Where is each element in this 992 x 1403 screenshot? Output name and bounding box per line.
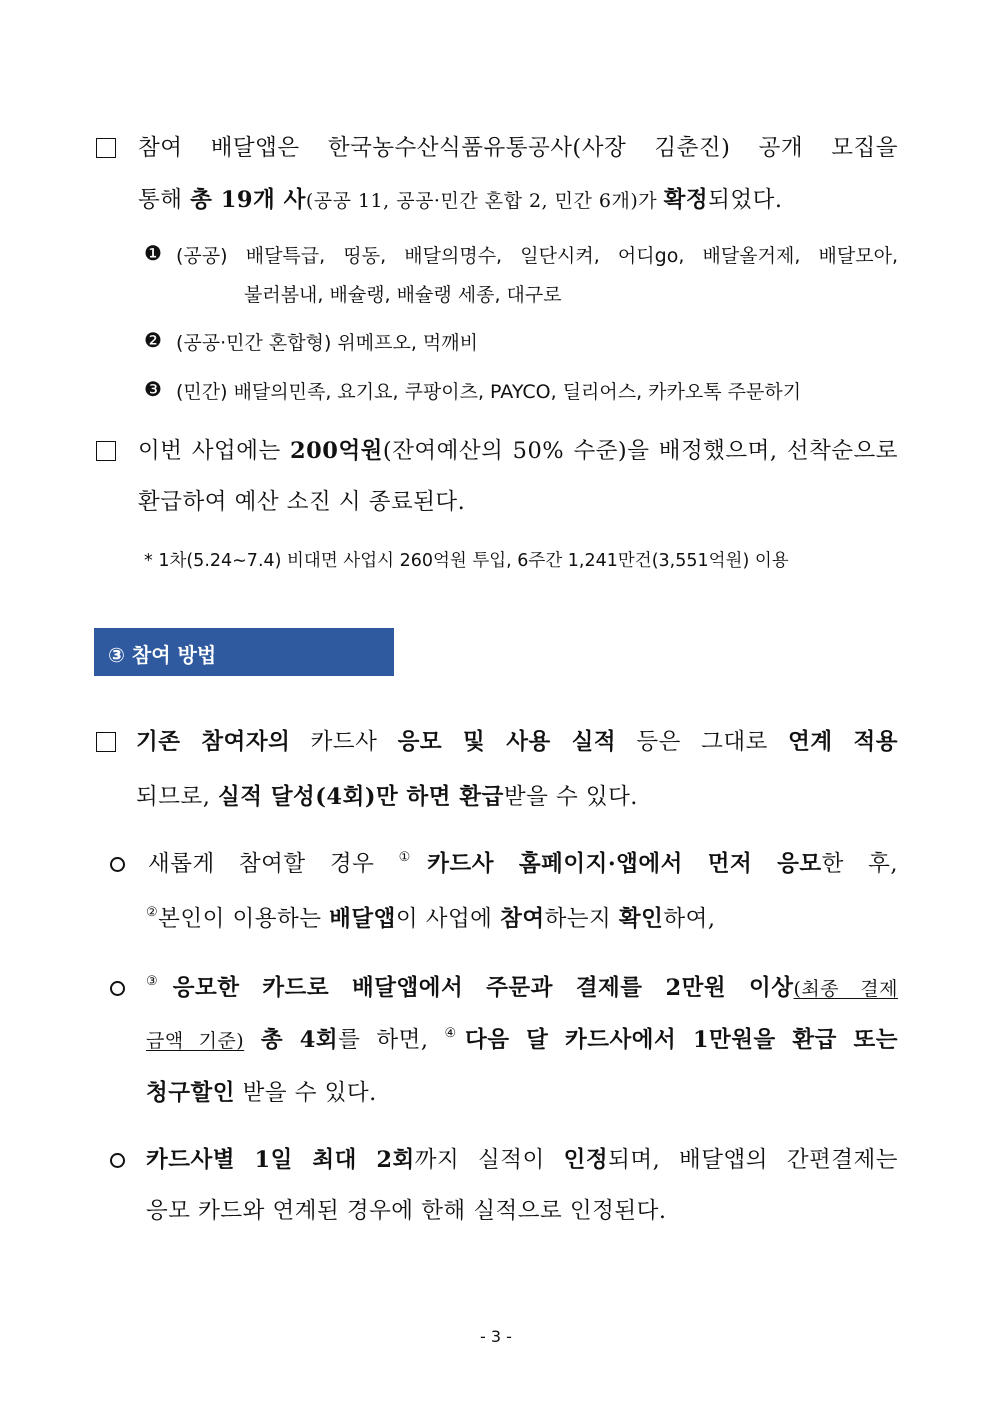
bold-text: 총 4회 [244,1027,339,1053]
page-number: - 3 - [480,1327,512,1346]
footnote: * 1차(5.24∼7.4) 비대면 사업시 260억원 투입, 6주간 1,241만건(3,551억원) 이용 [144,551,789,571]
text-run: 카드사 [290,729,398,755]
text-run: (잔여예산의 50% 수준)을 배정했으며, 선착순으로 [382,438,898,464]
bold-text: 총 19개 사 [190,187,306,213]
section-title: ③ 참여 방법 [108,643,217,667]
bold-text: 다음 달 카드사에서 1만원을 환급 또는 [465,1027,899,1053]
number-3-icon: ❸ [144,377,162,401]
bullet-3-line-2: 응모 카드와 연계된 경우에 한해 실적으로 인정된다. [146,1198,667,1224]
number-2-icon: ❷ [144,328,162,352]
list-item-1-line-1: (공공) 배달특급, 띵동, 배달의명수, 일단시켜, 어디go, 배달올거제, 배달모아, [176,245,898,267]
bold-text: 확인 [618,906,664,932]
text-run: 새롭게 참여할 경우 [148,851,399,877]
bold-text: 기존 참여자의 [136,729,291,755]
text-run: 하는지 [544,906,619,932]
superscript-number: ③ [146,974,173,989]
underlined-text: (최종 결제 [793,978,898,1000]
circle-bullet-icon [110,1153,125,1168]
bullet-2-line-1 [146,970,898,1002]
bold-text: 참여 [500,906,545,932]
bullet-1-line-2 [146,901,716,933]
paragraph-2-line-1 [138,433,898,465]
bold-text: 응모 및 사용 실적 [397,729,617,755]
checkbox-square-icon [96,138,116,158]
list-item-3: (민간) 배달의민족, 요기요, 쿠팡이츠, PAYCO, 딜리어스, 카카오톡 주문하기 [176,381,802,403]
bold-text: 연계 적용 [788,729,898,755]
text-run: 받을 수 있다. [234,1080,377,1106]
bold-text: 확정 [663,187,709,213]
list-item-1-line-2: 불러봄내, 배슐랭, 배슐랭 세종, 대구로 [244,284,562,306]
checkbox-square-icon [96,441,116,461]
paragraph-3-line-1 [136,724,898,756]
bullet-2-line-3 [146,1075,377,1107]
superscript-number: ② [146,905,159,920]
paragraph-1-line-1: 참여 배달앱은 한국농수산식품유통공사(사장 김춘진) 공개 모집을 [138,135,898,161]
text-run: 한 후, [821,851,899,877]
bold-text: 실적 달성(4회)만 하면 환급 [218,784,504,810]
text-run: 본인이 이용하는 [158,906,330,932]
bold-text: 카드사 홈페이지·앱에서 먼저 응모 [427,851,822,877]
text-run: 되며, 배달앱의 간편결제는 [608,1147,899,1173]
text-run: 등은 그대로 [616,729,789,755]
bullet-3-line-1 [146,1142,898,1174]
underlined-text: 금액 기준) [146,1030,245,1052]
text-run: 이번 사업에는 [138,438,290,464]
bold-text: 배달앱 [329,906,396,932]
paragraph-3-line-2 [136,779,638,811]
circle-bullet-icon [110,981,125,996]
checkbox-square-icon [96,732,116,752]
text-run: 통해 [138,187,191,213]
text-run: 까지 실적이 [414,1147,564,1173]
text-run: (공공 11, 공공·민간 혼합 2, 민간 6개)가 [305,190,664,212]
bold-text: 청구할인 [146,1080,235,1106]
superscript-number: ① [398,850,428,865]
text-run: 되었다. [708,187,783,213]
text-run: 하여, [663,906,716,932]
text-run: 받을 수 있다. [503,784,638,810]
paragraph-2-line-2: 환급하여 예산 소진 시 종료된다. [138,489,466,515]
bold-text: 응모한 카드로 배달앱에서 주문과 결제를 2만원 이상 [172,975,794,1001]
list-item-2: (공공·민간 혼합형) 위메프오, 먹깨비 [176,332,478,354]
bold-text: 200억원 [289,438,383,464]
superscript-number: ④ [444,1026,465,1041]
text-run: 를 하면, [338,1027,445,1053]
circle-bullet-icon [110,857,125,872]
number-1-icon: ❶ [144,241,162,265]
text-run: 이 사업에 [395,906,501,932]
bold-text: 카드사별 1일 최대 2회 [146,1147,415,1173]
paragraph-1-line-2 [138,182,782,214]
text-run: 되므로, [136,784,219,810]
bold-text: 인정 [563,1147,609,1173]
bullet-1-line-1 [148,846,898,878]
section-header [94,628,394,676]
bullet-2-line-2 [146,1022,898,1054]
